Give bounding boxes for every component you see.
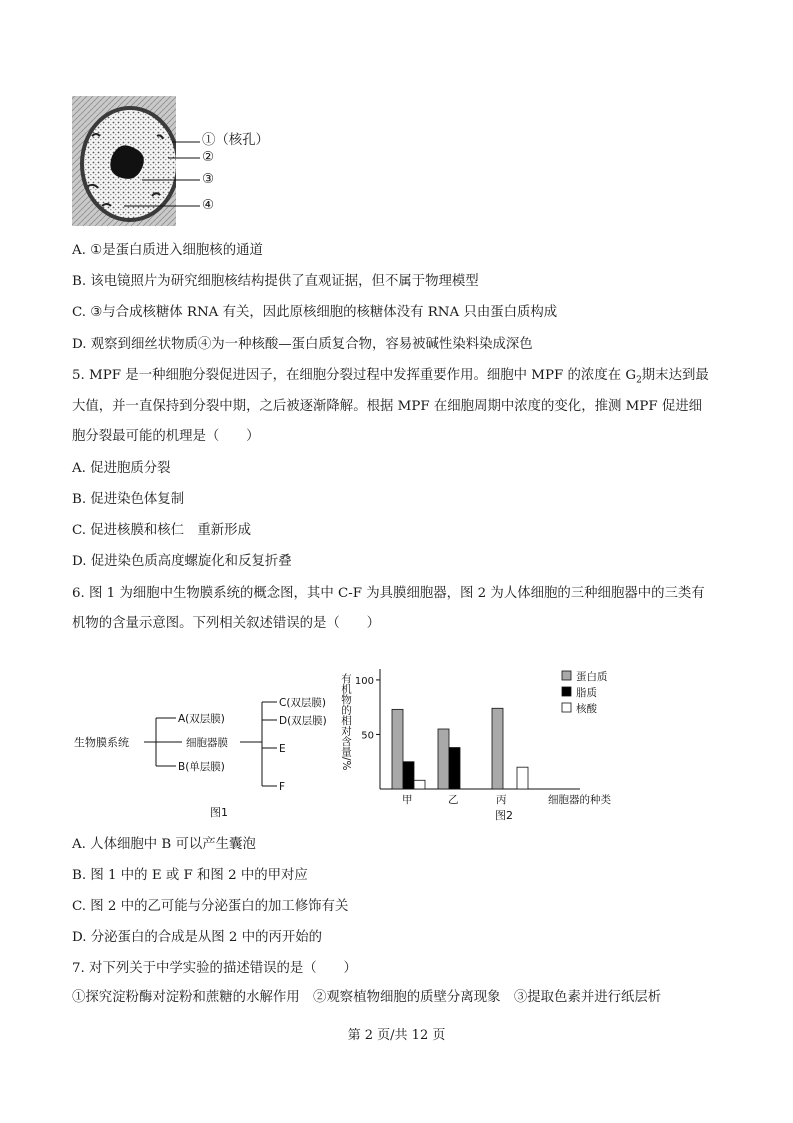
q4-option-b: B. 该电镜照片为研究细胞核结构提供了直观证据，但不属于物理模型 (72, 274, 479, 289)
micrograph-label-4: ④ (202, 198, 215, 213)
bar-丙-核酸 (517, 767, 528, 789)
q6-option-a: A. 人体细胞中 B 可以产生囊泡 (72, 837, 256, 852)
fig1-caption: 图1 (210, 806, 228, 819)
q6-option-c: C. 图 2 中的乙可能与分泌蛋白的加工修饰有关 (72, 899, 349, 914)
bar-乙-蛋白质 (438, 729, 449, 789)
fig1-root: 生物膜系统 (74, 736, 129, 749)
q5-option-c: C. 促进核膜和核仁 重新形成 (72, 523, 251, 538)
x-tick-label: 丙 (496, 794, 507, 806)
q4-option-c: C. ③与合成核糖体 RNA 有关，因此原核细胞的核糖体没有 RNA 只由蛋白质构成 (72, 305, 558, 320)
q5-option-b: B. 促进染色体复制 (72, 492, 185, 507)
bar-丙-蛋白质 (492, 708, 503, 789)
micrograph-label-2: ② (202, 150, 215, 165)
y-tick-label: 100 (354, 675, 374, 687)
legend-label: 蛋白质 (576, 671, 608, 683)
q5-option-d: D. 促进染色质高度螺旋化和反复折叠 (72, 554, 292, 569)
bar-甲-蛋白质 (392, 709, 403, 789)
micrograph-label-3: ③ (202, 172, 215, 187)
q7-items: ①探究淀粉酶对淀粉和蔗糖的水解作用 ②观察植物细胞的质壁分离现象 ③提取色素并进行纸层析 (72, 990, 662, 1005)
fig1-mid: 细胞器膜 (186, 737, 228, 749)
fig1-a: A(双层膜) (178, 713, 225, 725)
x-tick-label: 乙 (448, 794, 459, 806)
page-footer: 第 2 页/共 12 页 (347, 1028, 446, 1043)
q5-stem-line-3: 胞分裂最可能的机理是（ ） (72, 429, 260, 444)
bar-甲-脂质 (403, 762, 414, 789)
micrograph-annotations (72, 96, 302, 226)
q6-stem-line-2: 机物的含量示意图。下列相关叙述错误的是（ ） (72, 616, 380, 631)
q4-option-a: A. ①是蛋白质进入细胞核的通道 (72, 243, 263, 258)
legend-label: 脂质 (576, 687, 597, 699)
q5-stem-line-1: 5. MPF 是一种细胞分裂促进因子，在细胞分裂过程中发挥重要作用。细胞中 MPF 的浓度在 $G_2$期末达到最 (72, 368, 709, 386)
q6-stem-line-1: 6. 图 1 为细胞中生物膜系统的概念图，其中 C-F 为具膜细胞器，图 2 为人体细胞的三种细胞器中的三类有 (72, 586, 705, 601)
q5-stem-line-2: 大值，并一直保持到分裂中期，之后被逐渐降解。根据 MPF 在细胞周期中浓度的变化，推测 MPF 促进细 (72, 399, 703, 414)
q5-option-a: A. 促进胞质分裂 (72, 461, 171, 476)
legend-swatch (562, 703, 571, 712)
legend-label: 核酸 (576, 703, 597, 715)
x-axis-label: 细胞器的种类 (548, 794, 611, 806)
micrograph-label-1: ①（核孔） (202, 133, 269, 148)
legend-swatch (562, 671, 571, 680)
y-axis-label: 有机物的相对含量/% (340, 673, 352, 771)
q7-stem: 7. 对下列关于中学实验的描述错误的是（ ） (72, 961, 357, 976)
fig1-b: B(单层膜) (178, 761, 225, 773)
legend-swatch (562, 687, 571, 696)
bar-乙-脂质 (449, 748, 460, 789)
bar-甲-核酸 (414, 780, 425, 789)
fig1-c: C(双层膜) (279, 697, 327, 709)
figure-1-concept-map (72, 690, 342, 825)
fig1-d: D(双层膜) (279, 715, 327, 727)
figure-2-caption: 图2 (495, 809, 513, 822)
q6-option-b: B. 图 1 中的 E 或 F 和图 2 中的甲对应 (72, 868, 308, 883)
q4-option-d: D. 观察到细丝状物质④为一种核酸—蛋白质复合物，容易被碱性染料染成深色 (72, 337, 533, 352)
fig1-e: E (279, 743, 286, 755)
y-tick-label: 50 (361, 730, 374, 742)
q5-subscript: 2 (636, 375, 642, 386)
fig1-f: F (279, 781, 286, 793)
figure-2-bar-chart (330, 655, 630, 825)
q6-option-d: D. 分泌蛋白的合成是从图 2 中的丙开始的 (72, 930, 323, 945)
x-tick-label: 甲 (402, 794, 413, 806)
